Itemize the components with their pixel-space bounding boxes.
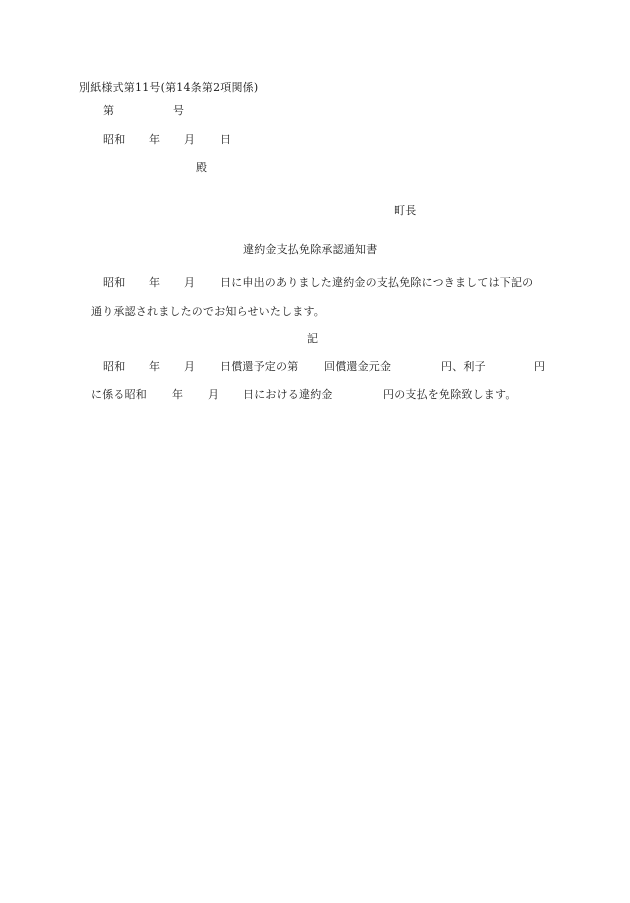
addressee-suffix: 殿 (196, 161, 208, 174)
body-year: 年 (149, 276, 161, 289)
detail2-month: 月 (208, 388, 220, 401)
document-title: 違約金支払免除承認通知書 (243, 243, 378, 256)
date-month: 月 (184, 133, 196, 146)
date-year: 年 (149, 133, 161, 146)
body-line2-text: 通り承認されましたのでお知らせいたします。 (91, 305, 325, 318)
detail-text-a: 日償還予定の第 (220, 360, 299, 373)
form-id: 別紙様式第11号(第14条第2項関係) (79, 81, 259, 94)
detail-text-b: 回償還金元金 (324, 360, 392, 373)
number-suffix: 号 (173, 104, 185, 117)
number-prefix: 第 (103, 104, 115, 117)
detail2-text-c: 円の支払を免除致します。 (383, 388, 517, 401)
detail2-text-b: 日における違約金 (243, 388, 333, 401)
date-era: 昭和 (103, 133, 126, 146)
body-line1-text: 日に申出のありました違約金の支払免除につきましては下記の (220, 276, 534, 289)
detail2-year: 年 (172, 388, 184, 401)
detail-era: 昭和 (103, 360, 126, 373)
detail-text-c: 円、利子 (441, 360, 486, 373)
ki-heading: 記 (307, 332, 319, 345)
detail2-text-a: に係る昭和 (91, 388, 147, 401)
detail-text-d: 円 (534, 360, 546, 373)
body-month: 月 (184, 276, 196, 289)
detail-month: 月 (184, 360, 196, 373)
detail-year: 年 (149, 360, 161, 373)
body-era: 昭和 (103, 276, 126, 289)
date-day: 日 (220, 133, 232, 146)
sender-title: 町長 (394, 204, 417, 217)
